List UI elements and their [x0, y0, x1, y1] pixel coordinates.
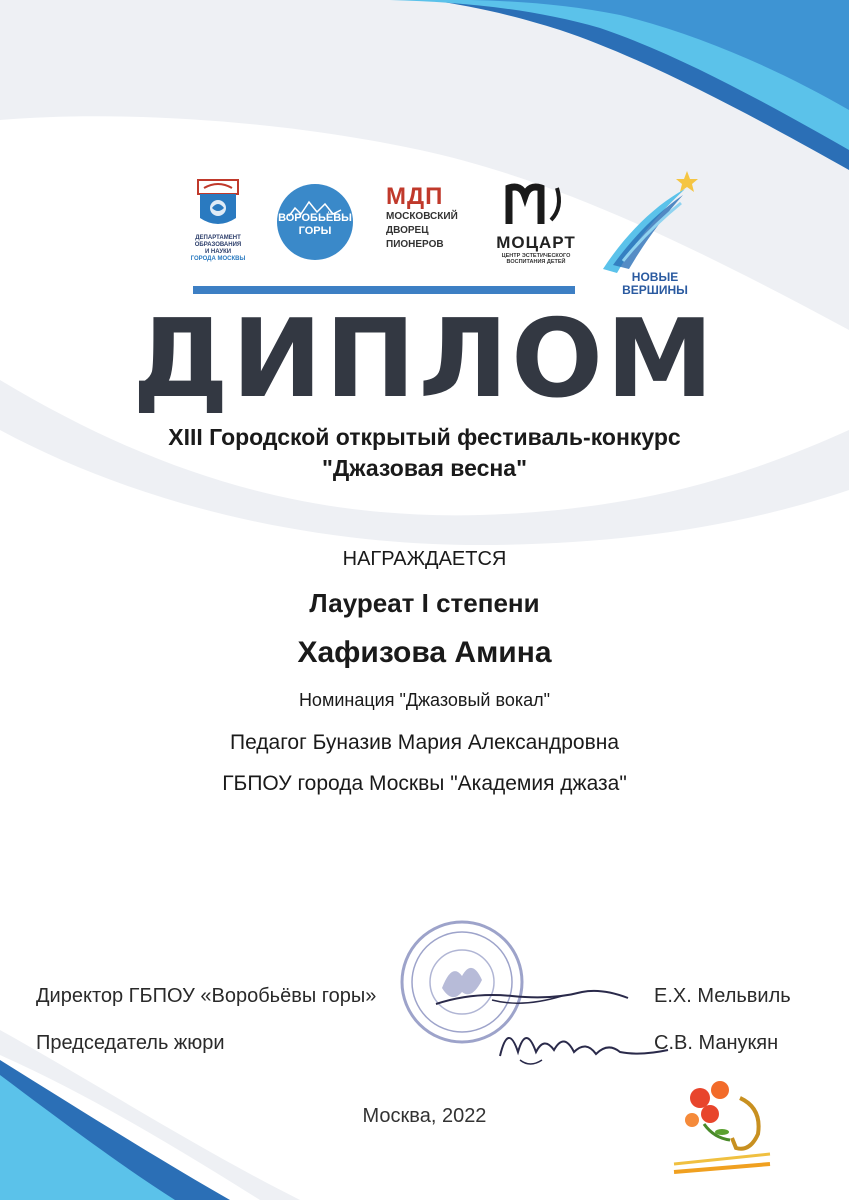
nomination-label: Номинация "Джазовый вокал": [298, 690, 551, 710]
header-divider-bar: [193, 286, 575, 294]
novye-vershiny-line1: НОВЫЕ: [631, 270, 679, 284]
mdp-line2: ДВОРЕЦ: [386, 225, 429, 236]
mozart-title: МОЦАРТ: [496, 233, 576, 252]
director-title: Директор ГБПОУ «Воробьёвы горы»: [36, 985, 377, 1007]
mozart-m-icon: [501, 180, 571, 228]
department-line3: И НАУКИ: [204, 249, 232, 255]
chair-signature: [490, 1012, 670, 1072]
mdp-mark: МДП: [386, 183, 444, 210]
recipient-name: Хафизова Амина: [297, 636, 552, 669]
jazz-spring-logo: [670, 1068, 780, 1178]
teacher-label: Педагог Буназив Мария Александровна: [229, 731, 620, 754]
mdp-logo: [386, 184, 476, 252]
department-line4: ГОРОДА МОСКВЫ: [190, 256, 246, 262]
novye-vershiny-logo: [595, 165, 705, 300]
department-emblem-icon: [194, 178, 242, 230]
awarded-label: НАГРАЖДАЕТСЯ: [342, 548, 507, 570]
diploma-title: ДИПЛОМ: [132, 297, 717, 422]
department-line1: ДЕПАРТАМЕНТ: [195, 235, 241, 241]
mozart-logo: [496, 180, 576, 265]
mdp-line1: МОСКОВСКИЙ: [386, 211, 458, 222]
degree-label: Лауреат I степени: [309, 588, 540, 618]
department-logo: [190, 178, 246, 262]
institution-label: ГБПОУ города Москвы "Академия джаза": [222, 772, 627, 795]
vorobyovy-line2: ГОРЫ: [298, 225, 332, 237]
vorobyovy-logo: [275, 182, 355, 262]
mozart-sub1: ЦЕНТР ЭСТЕТИЧЕСКОГО: [501, 253, 571, 259]
novye-vershiny-line2: ВЕРШИНЫ: [622, 283, 688, 297]
star-swoosh-icon: [595, 165, 705, 275]
department-line2: ОБРАЗОВАНИЯ: [194, 242, 242, 248]
festival-line2: "Джазовая весна": [321, 455, 527, 481]
chair-name: С.В. Манукян: [654, 1032, 779, 1054]
festival-line1: XIII Городской открытый фестиваль-конкурс: [168, 424, 681, 450]
chair-title: Председатель жюри: [36, 1032, 225, 1054]
mdp-line3: ПИОНЕРОВ: [386, 239, 444, 250]
city-year: Москва, 2022: [362, 1105, 487, 1127]
mozart-sub2: ВОСПИТАНИЯ ДЕТЕЙ: [506, 259, 566, 265]
director-name: Е.Х. Мельвиль: [654, 985, 791, 1007]
vorobyovy-line1: ВОРОБЬЁВЫ: [278, 212, 352, 224]
